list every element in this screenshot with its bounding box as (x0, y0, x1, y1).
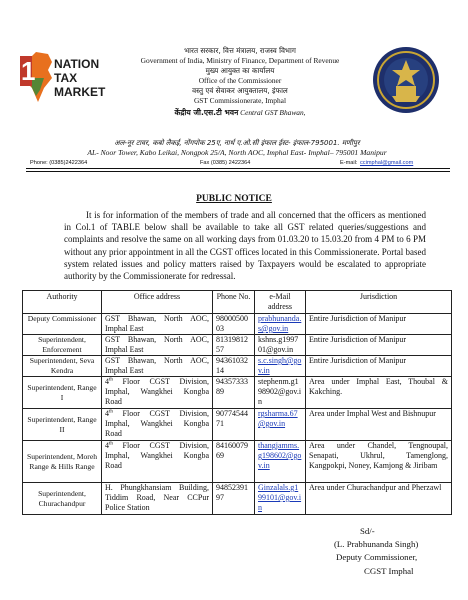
cell-phone: 9800050003 (213, 314, 255, 335)
header-phone: Phone No. (213, 291, 255, 314)
notice-paragraph: It is for information of the members of trade and all concerned that the officers as mentioned in Col.1 of TABLE below shall be available to take all GST related queries/suggestions and complaints and resolve the same on all working days from 01.03.20 to 15.03.20 from 4 PM to 6 PM without any prior appointment in all the CGST offices located in this Commissionerate. Portal based system related issues and policy matters raised by Taxpayers would be escalated to appropriate authority by the Commissionerate for redressal. (64, 210, 426, 282)
letterhead-address (22, 138, 452, 158)
email-link[interactable]: s.c.singh@gov.in (258, 356, 302, 375)
logo-line3: MARKET (54, 85, 106, 99)
table-header-row (23, 291, 452, 314)
cell-authority: Superintendent, Range I (23, 377, 102, 409)
header-divider-thin (26, 171, 450, 172)
cell-jurisdiction: Area under Churachandpur and Pherzawl (306, 483, 452, 515)
email-link[interactable]: thangjamms.g198602@gov.in (258, 441, 302, 470)
cell-phone: 9436103214 (213, 356, 255, 377)
office-text: Floor CGST Division, Imphal, Wangkhei Kongba Road (105, 409, 210, 438)
table-row (23, 314, 452, 335)
header-line-4 (100, 108, 380, 118)
header-english-3: GST Commissionerate, Imphal (193, 96, 287, 105)
cell-phone: 9077454471 (213, 409, 255, 441)
cell-office (102, 409, 213, 441)
cell-jurisdiction: Entire Jurisdiction of Manipur (306, 335, 452, 356)
header-english-1: Government of India, Ministry of Finance, Department of Revenue (140, 56, 340, 65)
header-hindi-2: मुख्य आयुक्त का कार्यालय (205, 66, 275, 75)
signatory-designation: Deputy Commissioner, (336, 552, 418, 563)
cell-jurisdiction: Area under Chandel, Tengnoupal, Senapati, Ukhrul, Tamenglong, Kangpokpi, Noney, Kamjong & Jiribam (306, 441, 452, 483)
address-hindi: अल-नूर टावर, कबो लैकई, नोंगपोक 25ए, नार्थ ए.ओ.सी इंफाल ईस्ट- इंफाल-795001. मणीपुर (114, 139, 360, 147)
floor-number: 4 (105, 441, 109, 450)
floor-suffix: th (109, 409, 113, 415)
address-english: AL- Noor Tower, Kabo Leikai, Nongpok 25/A, North AOC, Imphal East- Imphal– 795001 Manipur (87, 148, 387, 157)
email-link[interactable]: rgsharma.67@gov.in (258, 409, 298, 428)
phone-text: Phone: (0385)2422364 (30, 160, 88, 166)
cell-authority: Superintendent, Enforcement (23, 335, 102, 356)
office-text: Floor CGST Division, Imphal, Wangkhei Kongba Road (105, 441, 210, 470)
floor-suffix: th (109, 441, 113, 447)
cell-jurisdiction: Entire Jurisdiction of Manipur (306, 314, 452, 335)
cell-phone: 8416007969 (213, 441, 255, 483)
cell-authority: Superintendent, Churachandpur (23, 483, 102, 515)
cell-email (255, 335, 306, 356)
header-english-4: Central GST Bhawan, (240, 108, 306, 117)
cell-office: GST Bhawan, North AOC, Imphal East (102, 335, 213, 356)
logo-line2: TAX (54, 71, 78, 85)
header-hindi-3: वस्तु एवं सेवाकर आयुक्तालय, इंफाल (192, 86, 288, 95)
email-link[interactable]: prabhunanda.s@gov.in (258, 314, 302, 333)
cell-office: GST Bhawan, North AOC, Imphal East (102, 356, 213, 377)
header-hindi-4: केंद्रीय जी.एस.टी भवन (174, 108, 239, 117)
table-row (23, 335, 452, 356)
officers-table (22, 290, 452, 515)
header-jurisdiction: Jurisdiction (306, 291, 452, 314)
cell-email (255, 483, 306, 515)
header-email: e-Mail address (255, 291, 306, 314)
cell-email (255, 409, 306, 441)
cell-jurisdiction: Area under Imphal West and Bishnupur (306, 409, 452, 441)
table-row (23, 483, 452, 515)
cell-email (255, 441, 306, 483)
email-link[interactable]: Ginzalals.g199101@gov.in (258, 483, 302, 512)
cell-office (102, 441, 213, 483)
email-link[interactable]: ccimphal@gmail.com (360, 160, 414, 166)
header-hindi-1: भारत सरकार, वित्त मंत्रालय, राजस्व विभाग (184, 46, 296, 55)
emblem-icon (370, 44, 442, 116)
cell-office (102, 377, 213, 409)
cell-office: GST Bhawan, North AOC, Imphal East (102, 314, 213, 335)
header-office: Office address (102, 291, 213, 314)
cell-jurisdiction: Entire Jurisdiction of Manipur (306, 356, 452, 377)
logo-line1: NATION (54, 57, 100, 71)
notice-title: PUBLIC NOTICE (196, 194, 272, 204)
table-row (23, 356, 452, 377)
cell-authority: Superintendent, Seva Kendra (23, 356, 102, 377)
table-row (23, 409, 452, 441)
signature-block (334, 525, 464, 578)
header-divider-thick (26, 168, 450, 169)
cell-authority: Superintendent, Moreh Range & Hills Range (23, 441, 102, 483)
cell-authority: Superintendent, Range II (23, 409, 102, 441)
cell-phone: 9485239197 (213, 483, 255, 515)
fax-text: Fax (0385) 2422364 (200, 160, 251, 166)
floor-number: 4 (105, 377, 109, 386)
header-english-2: Office of the Commissioner (198, 76, 282, 85)
email-text: stephenm.g198902@gov.in (258, 377, 302, 406)
office-text: Floor CGST Division, Imphal, Wangkhei Kongba Road (105, 377, 210, 406)
cell-jurisdiction: Area under Imphal East, Thoubal & Kakching. (306, 377, 452, 409)
cell-email (255, 377, 306, 409)
logo-digit: 1 (21, 56, 36, 86)
table-row (23, 441, 452, 483)
cell-phone: 8131981257 (213, 335, 255, 356)
notice-body (64, 209, 426, 282)
signatory-name: (L. Prabhunanda Singh) (334, 539, 419, 550)
signatory-office: CGST Imphal (364, 565, 414, 576)
cell-phone: 9435733389 (213, 377, 255, 409)
cell-office: H. Phungkhansiam Building, Tiddim Road, Near CCPur Police Station (102, 483, 213, 515)
cell-authority: Deputy Commissioner (23, 314, 102, 335)
email-label: E-mail: (340, 160, 358, 166)
signature-sd: Sd/- (360, 526, 375, 536)
letterhead-text (100, 46, 380, 118)
cell-email (255, 314, 306, 335)
cell-email (255, 356, 306, 377)
floor-suffix: th (109, 377, 113, 383)
email-text: kshns.g199701@gov.in (258, 335, 299, 354)
table-row (23, 377, 452, 409)
header-authority: Authority (23, 291, 102, 314)
floor-number: 4 (105, 409, 109, 418)
